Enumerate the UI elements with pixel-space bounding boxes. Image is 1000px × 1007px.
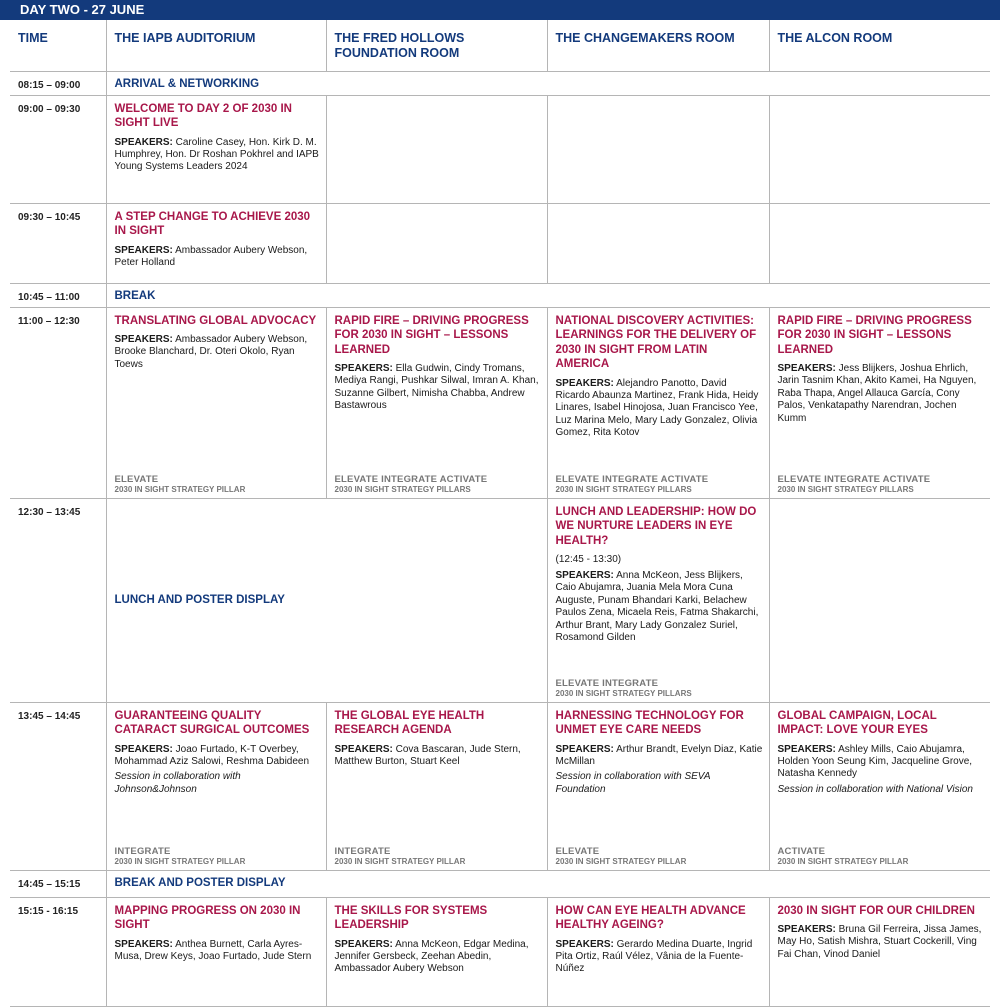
session-collaboration-note: Session in collaboration with Johnson&Johnson [114,771,241,795]
session-title: THE SKILLS FOR SYSTEMS LEADERSHIP [334,904,488,931]
session-speakers [778,363,985,425]
session-speakers [778,744,985,781]
session-speakers [115,334,320,371]
speakers-list: Ambassador Aubery Webson, Brooke Blanchard, Dr. Oteri Okolo, Ryan Toews [114,334,308,370]
speakers-list: Caroline Casey, Hon. Kirk D. M. Humphrey, Hon. Dr Roshan Pokhrel and IAPB Young Systems Leaders 2024 [114,136,319,173]
speakers-list: Arthur Brandt, Evelyn Diaz, Katie McMillan [555,743,763,767]
time-cell: 12:30 – 13:45 [10,498,106,702]
time-cell: 10:45 – 11:00 [10,283,106,307]
empty-cell [547,95,769,203]
speakers-label: SPEAKERS: [114,334,173,345]
speakers-list: Ambassador Aubery Webson, Peter Holland [114,244,308,268]
header-changemakers-room: THE CHANGEMAKERS ROOM [547,20,769,71]
pillar-names: INTEGRATE [114,845,171,857]
pillar-label: 2030 IN SIGHT STRATEGY PILLARS [334,484,471,494]
session-cell [106,307,326,498]
session-cell [769,702,990,870]
session-cell [106,702,326,870]
speakers-label: SPEAKERS: [114,244,173,256]
pillar-names: ELEVATE INTEGRATE ACTIVATE [334,473,488,485]
speakers-list: Ella Gudwin, Cindy Tromans, Mediya Rangi, Pushkar Silwal, Imran A. Khan, Suzanne Gilbert, Nimisha Chabba, Andrew Bastawrous [334,363,539,412]
speakers-list: Cova Bascaran, Jude Stern, Matthew Burton, Stuart Keel [334,743,521,767]
session-collaboration-note: Session in collaboration with National Vision [777,783,973,795]
session-subtime: (12:45 - 13:30) [555,554,622,565]
pillar-names: ACTIVATE [777,845,826,857]
session-speakers [115,939,320,964]
session-cell [547,498,769,702]
strategy-pillar [115,846,246,867]
session-cell [547,307,769,498]
day-banner: DAY TWO - 27 JUNE [0,0,1000,20]
header-fred-hollows-room: THE FRED HOLLOWS FOUNDATION ROOM [326,20,547,71]
all-rooms-session: BREAK [106,283,990,307]
pillar-names: ELEVATE [555,845,600,857]
time-cell: 13:45 – 14:45 [10,702,106,870]
pillar-names: ELEVATE [114,473,159,485]
time-cell: 11:00 – 12:30 [10,307,106,498]
table-row [10,897,990,1006]
pillar-label: 2030 IN SIGHT STRATEGY PILLARS [555,484,692,494]
strategy-pillar [335,474,488,495]
session-speakers [115,744,320,769]
speakers-label: SPEAKERS: [777,743,836,755]
empty-cell [769,95,990,203]
table-row [10,71,990,95]
pillar-names: INTEGRATE [334,845,391,857]
session-cell [769,307,990,498]
session-title: A STEP CHANGE TO ACHIEVE 2030 IN SIGHT [114,210,311,237]
speakers-list: Ashley Mills, Caio Abujamra, Holden Yoon Seung Kim, Jacqueline Grove, Natasha Kennedy [777,743,973,780]
speakers-label: SPEAKERS: [555,938,614,950]
pillar-label: 2030 IN SIGHT STRATEGY PILLAR [334,856,466,866]
speakers-label: SPEAKERS: [114,938,173,950]
session-title: WELCOME TO DAY 2 OF 2030 IN SIGHT LIVE [114,102,292,129]
empty-cell [326,203,547,283]
schedule-table [10,20,990,1007]
pillar-names: ELEVATE INTEGRATE ACTIVATE [777,473,931,485]
table-row [10,702,990,870]
speakers-label: SPEAKERS: [334,938,393,950]
session-title: TRANSLATING GLOBAL ADVOCACY [114,314,317,327]
session-title: HOW CAN EYE HEALTH ADVANCE HEALTHY AGEING? [555,904,746,931]
session-cell [106,897,326,1006]
header-iapb-auditorium: THE IAPB AUDITORIUM [106,20,326,71]
table-row [10,203,990,283]
session-cell [326,307,547,498]
speakers-label: SPEAKERS: [334,743,393,755]
table-row [10,95,990,203]
speakers-list: Jess Blijkers, Joshua Ehrlich, Jarin Tasnim Khan, Akito Kamei, Ha Nguyen, Raba Thapa, Angel Allauca García, Cony Palos, Venkatapathy Narendran, Jochen Kumm [777,363,977,424]
session-cell [106,95,326,203]
speakers-list: Anthea Burnett, Carla Ayres-Musa, Drew Keys, Joao Furtado, Jude Stern [114,938,312,962]
time-cell: 15:15 - 16:15 [10,897,106,1006]
speakers-label: SPEAKERS: [555,570,614,581]
session-collaboration-note: Session in collaboration with SEVA Foundation [555,771,711,795]
pillar-label: 2030 IN SIGHT STRATEGY PILLAR [555,856,687,866]
session-cell [547,702,769,870]
session-speakers [335,363,541,413]
speakers-label: SPEAKERS: [777,924,836,935]
strategy-pillar [778,846,909,867]
session-title: GUARANTEEING QUALITY CATARACT SURGICAL OUTCOMES [114,709,310,736]
session-title: RAPID FIRE – DRIVING PROGRESS FOR 2030 IN SIGHT – LESSONS LEARNED [777,314,972,356]
table-row [10,307,990,498]
speakers-list: Anna McKeon, Jess Blijkers, Caio Abujamra, Juania Mela Mora Cuna Auguste, Punam Bhandari Karki, Belachew Paulos Zena, Micaela Reis, Fatma Shakarchi, Arthur Brant, Mary Lady Gonzalez Suriel, Rosamond Gilden [555,570,759,644]
strategy-pillar [556,678,692,699]
time-cell: 14:45 – 15:15 [10,870,106,897]
session-title: THE GLOBAL EYE HEALTH RESEARCH AGENDA [334,709,485,736]
speakers-label: SPEAKERS: [555,377,614,389]
session-speakers [335,939,541,976]
empty-cell [769,498,990,702]
session-cell [326,897,547,1006]
pillar-label: 2030 IN SIGHT STRATEGY PILLAR [114,856,246,866]
speakers-label: SPEAKERS: [114,136,173,148]
pillar-label: 2030 IN SIGHT STRATEGY PILLARS [555,688,692,698]
time-cell: 09:30 – 10:45 [10,203,106,283]
speakers-list: Gerardo Medina Duarte, Ingrid Pita Ortiz, Raúl Vélez, Vânia de la Fuente-Núñez [555,938,753,975]
session-speakers [556,744,763,769]
session-title: MAPPING PROGRESS ON 2030 IN SIGHT [114,904,301,931]
strategy-pillar [556,474,709,495]
table-row [10,283,990,307]
pillar-label: 2030 IN SIGHT STRATEGY PILLAR [114,484,246,494]
speakers-label: SPEAKERS: [334,363,393,374]
all-rooms-session: ARRIVAL & NETWORKING [106,71,990,95]
all-rooms-session: BREAK AND POSTER DISPLAY [106,870,990,897]
pillar-label: 2030 IN SIGHT STRATEGY PILLARS [777,484,914,494]
session-speakers [556,939,763,976]
session-title: HARNESSING TECHNOLOGY FOR UNMET EYE CARE NEEDS [555,709,744,736]
header-row [10,20,990,71]
speakers-list: Joao Furtado, K-T Overbey, Mohammad Aziz Salowi, Reshma Dabideen [114,743,310,767]
session-speakers [778,924,985,961]
header-time: TIME [10,20,106,71]
session-speakers [556,570,763,644]
session-title: NATIONAL DISCOVERY ACTIVITIES: LEARNINGS FOR THE DELIVERY OF 2030 IN SIGHT FROM LATIN AMERICA [555,314,757,370]
empty-cell [326,95,547,203]
session-speakers [115,137,320,174]
table-row [10,870,990,897]
speakers-list: Anna McKeon, Edgar Medina, Jennifer Gersbeck, Zeehan Abedin, Ambassador Aubery Webson [334,938,529,975]
session-cell [769,897,990,1006]
session-title: GLOBAL CAMPAIGN, LOCAL IMPACT: LOVE YOUR EYES [777,709,937,736]
session-title: RAPID FIRE – DRIVING PROGRESS FOR 2030 IN SIGHT – LESSONS LEARNED [334,314,529,356]
session-speakers [335,744,541,769]
speakers-list: Bruna Gil Ferreira, Jissa James, May Ho, Satish Mishra, Stuart Cockerill, Ving Fai Chan, Vinod Daniel [777,924,982,960]
empty-cell [547,203,769,283]
time-cell: 08:15 – 09:00 [10,71,106,95]
session-speakers [115,245,320,270]
session-speakers [556,378,763,440]
lunch-session: LUNCH AND POSTER DISPLAY [106,498,547,702]
strategy-pillar [115,474,246,495]
speakers-label: SPEAKERS: [555,743,614,755]
speakers-list: Alejandro Panotto, David Ricardo Abaunza Martinez, Frank Hida, Heidy Linares, Isabel Hinojosa, Juan Francisco Yee, Luz Marina Melo, Mary Lady Gonzalez, Olivia Gomez, Rita Kotov [555,377,759,439]
time-cell: 09:00 – 09:30 [10,95,106,203]
empty-cell [769,203,990,283]
strategy-pillar [556,846,687,867]
session-cell [326,702,547,870]
session-cell [547,897,769,1006]
pillar-names: ELEVATE INTEGRATE ACTIVATE [555,473,709,485]
session-cell [106,203,326,283]
pillar-label: 2030 IN SIGHT STRATEGY PILLAR [777,856,909,866]
speakers-label: SPEAKERS: [777,363,836,374]
strategy-pillar [778,474,931,495]
speakers-label: SPEAKERS: [114,743,173,755]
header-alcon-room: THE ALCON ROOM [769,20,990,71]
session-title: 2030 IN SIGHT FOR OUR CHILDREN [777,904,975,917]
strategy-pillar [335,846,466,867]
session-title: LUNCH AND LEADERSHIP: HOW DO WE NURTURE LEADERS IN EYE HEALTH? [555,505,757,547]
pillar-names: ELEVATE INTEGRATE [555,677,659,689]
table-row [10,498,990,702]
